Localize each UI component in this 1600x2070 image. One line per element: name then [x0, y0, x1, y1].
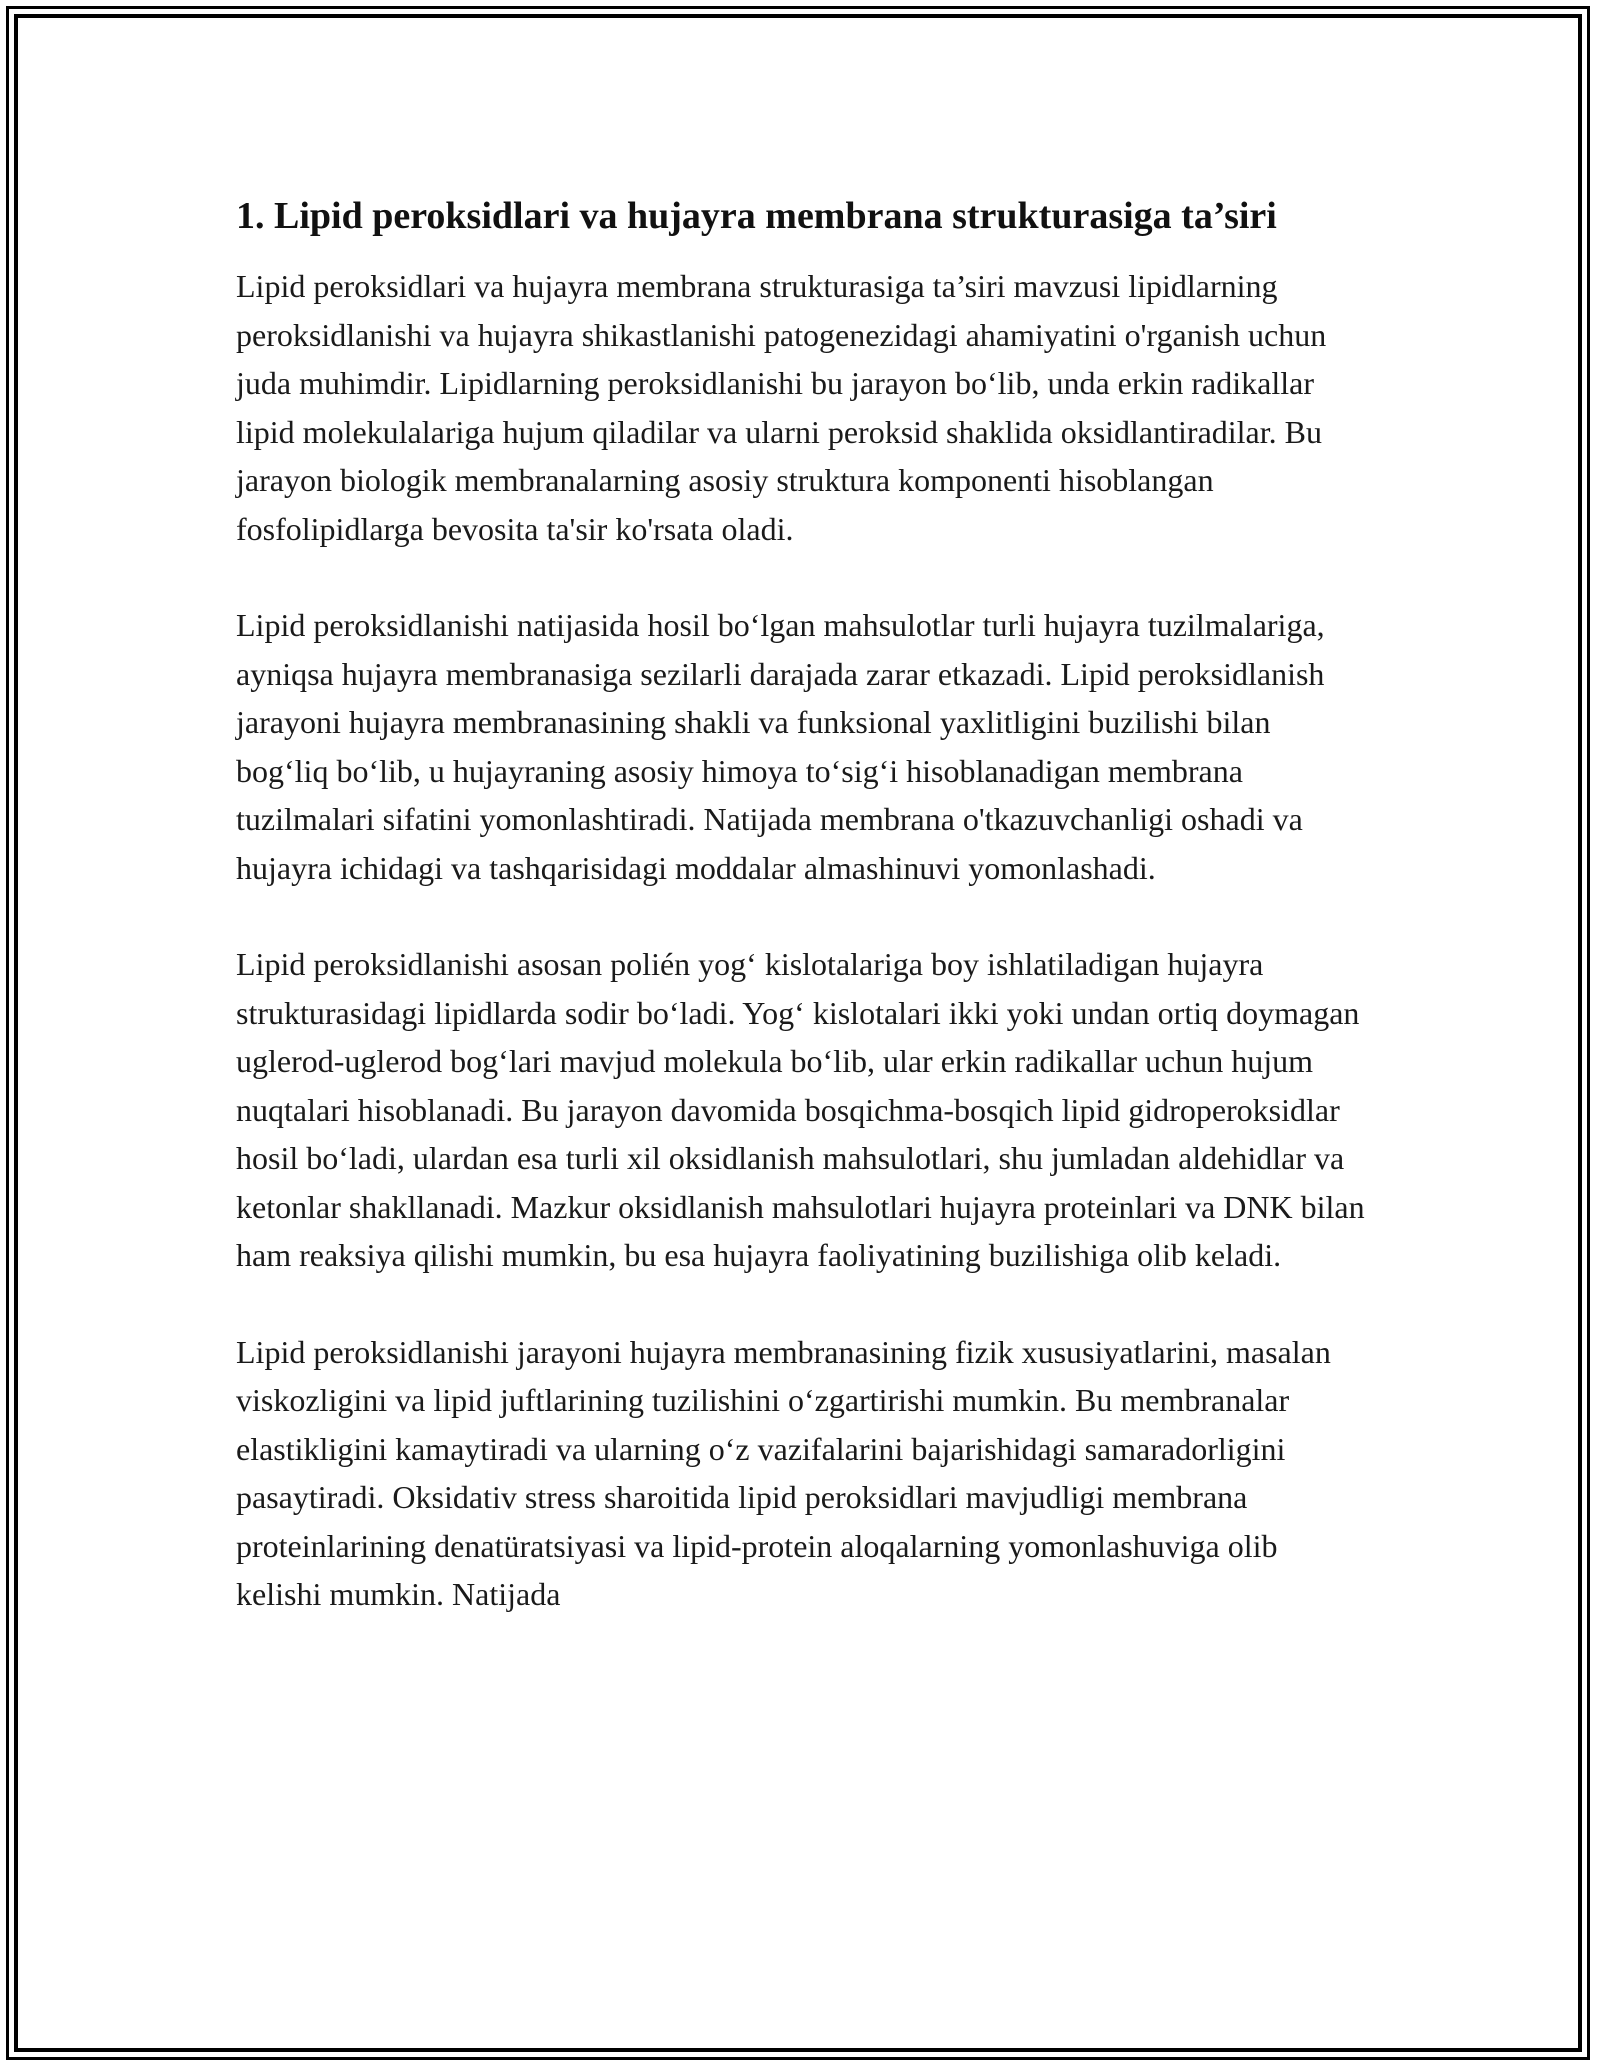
paragraph-4: Lipid peroksidlanishi jarayoni hujayra membranasining fizik xususiyatlarini, masalan viskozligini va lipid juftlarining tuzilishini o‘zgartirishi mumkin. Bu membranalar elastikligini kamaytiradi va ularning o‘z vazifalarini bajarishidagi samaradorligini pasaytiradi. Oksidativ stress sharoitida lipid peroksidlari mavjudligi membrana proteinlarining denatüratsiyasi va lipid-protein aloqalarning yomonlashuviga olib kelishi mumkin. Natijada [236, 1333, 1331, 1612]
section-heading: 1. Lipid peroksidlari va hujayra membrana strukturasiga ta’siri [236, 195, 1277, 237]
paragraph-2: Lipid peroksidlanishi natijasida hosil bo‘lgan mahsulotlar turli hujayra tuzilmalariga, ayniqsa hujayra membranasiga sezilarli darajada zarar etkazadi. Lipid peroksidlanish jarayoni hujayra membranasining shakli va funksional yaxlitligini buzilishi bilan bog‘liq bo‘lib, u hujayraning asosiy himoya to‘sig‘i hisoblanadigan membrana tuzilmalari sifatini yomonlashtiradi. Natijada membrana o'tkazuvchanligi oshadi va hujayra ichidagi va tashqarisidagi moddalar almashinuvi yomonlashadi. [236, 607, 1325, 886]
document-body [236, 188, 1366, 1667]
paragraph-3: Lipid peroksidlanishi asosan polién yog‘ kislotalariga boy ishlatiladigan hujayra strukturasidagi lipidlarda sodir bo‘ladi. Yog‘ kislotalari ikki yoki undan ortiq doymagan uglerod-uglerod bog‘lari mavjud molekula bo‘lib, ular erkin radikallar uchun hujum nuqtalari hisoblanadi. Bu jarayon davomida bosqichma-bosqich lipid gidroperoksidlar hosil bo‘ladi, ulardan esa turli xil oksidlanish mahsulotlari, shu jumladan aldehidlar va ketonlar shakllanadi. Mazkur oksidlanish mahsulotlari hujayra proteinlari va DNK bilan ham reaksiya qilishi mumkin, bu esa hujayra faoliyatining buzilishiga olib keladi. [236, 946, 1365, 1273]
paragraph-1: Lipid peroksidlari va hujayra membrana strukturasiga ta’siri mavzusi lipidlarning peroksidlanishi va hujayra shikastlanishi patogenezidagi ahamiyatini o'rganish uchun juda muhimdir. Lipidlarning peroksidlanishi bu jarayon bo‘lib, unda erkin radikallar lipid molekulalariga hujum qiladilar va ularni peroksid shaklida oksidlantiradilar. Bu jarayon biologik membranalarning asosiy struktura komponenti hisoblangan fosfolipidlarga bevosita ta'sir ko'rsata oladi. [236, 268, 1327, 547]
